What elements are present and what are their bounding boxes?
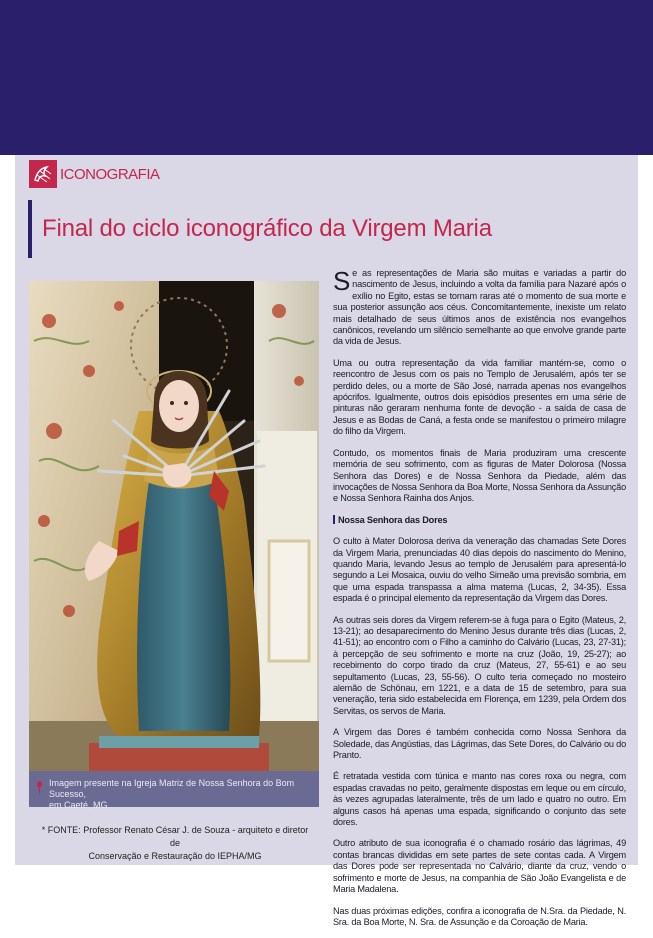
page-title: Final do ciclo iconográfico da Virgem Maria: [42, 215, 492, 242]
source-line-2: Conservação e Restauração do IEPHA/MG: [88, 851, 262, 861]
paragraph-7: É retratada vestida com túnica e manto nas cores roxa ou negra, com espadas cravadas no peito, geralmente dispostas em leque ou em círculo, às vezes agrupadas lateralmente, três de um lado e quatro no outro. Em alguns casos há apenas uma espada, significando o conjunto das sete dores.: [333, 771, 626, 828]
statue-photo: [29, 281, 319, 771]
paragraph-4: O culto à Mater Dolorosa deriva da veneração das chamadas Sete Dores da Virgem Maria, prenunciadas 40 dias depois do nascimento do Menino, quando Maria, levando Jesus ao templo de Jerusalém para apresentá-lo segundo a Lei Mosaica, ouviu do velho Simeão uma previsão sombria, em que uma espada transpassa a alma materna (Lucas, 2, 34-35). Essa espada é o principal elemento da representação da Virgem das Dores.: [333, 536, 626, 604]
paragraph-9: Nas duas próximas edições, confira a iconografia de N.Sra. da Piedade, N. Sra. da Boa Morte, N. Sra. de Assunção e da Coroação de Maria.: [333, 905, 626, 927]
caption-line-1: Imagem presente na Igreja Matriz de Nossa Senhora do Bom Sucesso,: [49, 778, 295, 799]
paragraph-2: Uma ou outra representação da vida familiar mantém-se, como o reencontro de Jesus com os pais no Templo de Jerusalém, após ter se perdido deles, ou a morte de São José, narrada apenas nos evangelhos apócrifos. Igualmente, outros dois episódios presentes em uma série de pinturas não geraram nenhuma fonte de devoção - a saída de casa de Jesus e as Bodas de Caná, a festa onde se manifestou o primeiro milagre do filho da Virgem.: [333, 357, 626, 437]
subheading-text: Nossa Senhora das Dores: [338, 514, 448, 525]
source-note: [40, 824, 310, 863]
section-header: [29, 158, 160, 190]
section-label: ICONOGRAFIA: [60, 165, 160, 183]
subheading: [333, 515, 626, 526]
title-block: [28, 200, 492, 258]
section-logo-icon: [29, 160, 57, 188]
article-body: [333, 268, 626, 938]
photo-caption: [29, 771, 319, 810]
top-color-band: [0, 0, 653, 155]
source-line-1: * FONTE: Professor Renato César J. de Souza - arquiteto e diretor de: [41, 825, 309, 848]
paragraph-6: A Virgem das Dores é também conhecida como Nossa Senhora da Soledade, das Angústias, das Lágrimas, das Sete Dores, do Calvário ou do Pranto.: [333, 727, 626, 761]
title-accent-bar: [28, 200, 32, 258]
paragraph-5: As outras seis dores da Virgem referem-se à fuga para o Egito (Mateus, 2, 13-21); ao desaparecimento do Menino Jesus durante três dias (Lucas, 2, 41-51); ao encontro com o Filho a caminho do Calvário (Lucas, 23, 27-31); à percepção de seu sofrimento e morte na cruz (João, 19, 25-27); ao recebimento do corpo tirado da cruz (Mateus, 27, 55-61) e ao seu sepultamento (Lucas, 23, 55-56). O culto teria começado no mosteiro alemão de Schönau, em 1221, e a data de 15 de setembro, para sua veneração, teria sido estabelecida em Florença, em 1239, pela Ordem dos Servitas, os servos de Maria.: [333, 614, 626, 716]
paragraph-1-text: e as representações de Maria são muitas e variadas a partir do nascimento de Jesus, incluindo a volta da família para Nazaré após o exílio no Egito, estas se tornam raras até o momento de sua morte e sua posterior assunção aos céus. Concomitantemente, inexiste um relato mais detalhado de seus últimos anos de existência nos evangelhos canônicos, revelando um silêncio semelhante ao que envolve grande parte da vida de Jesus.: [333, 268, 626, 347]
paragraph-8: Outro atributo de sua iconografia é o chamado rosário das lágrimas, 49 contas brancas divididas em sete partes de sete contas cada. A Virgem das Dores pode ser representada no Calvário, diante da cruz, vendo o sofrimento e morte de Jesus, na companhia de São João Evangelista e de Maria Madalena.: [333, 838, 626, 895]
caption-marker-icon: [36, 781, 43, 793]
paragraph-3: Contudo, os momentos finais de Maria produziram uma crescente memória de seu sofrimento, com as figuras de Mater Dolorosa (Nossa Senhora das Dores) e de Nossa Senhora da Piedade, além das invocações de Nossa Senhora da Boa Morte, Nossa Senhora da Assunção e Nossa Senhora Rainha dos Anjos.: [333, 447, 626, 504]
statue-illustration: [29, 281, 319, 771]
subheading-bar: [333, 515, 335, 524]
caption-line-2: em Caeté, MG: [49, 800, 108, 810]
drop-cap: S: [333, 266, 351, 296]
paragraph-1: [333, 268, 626, 348]
